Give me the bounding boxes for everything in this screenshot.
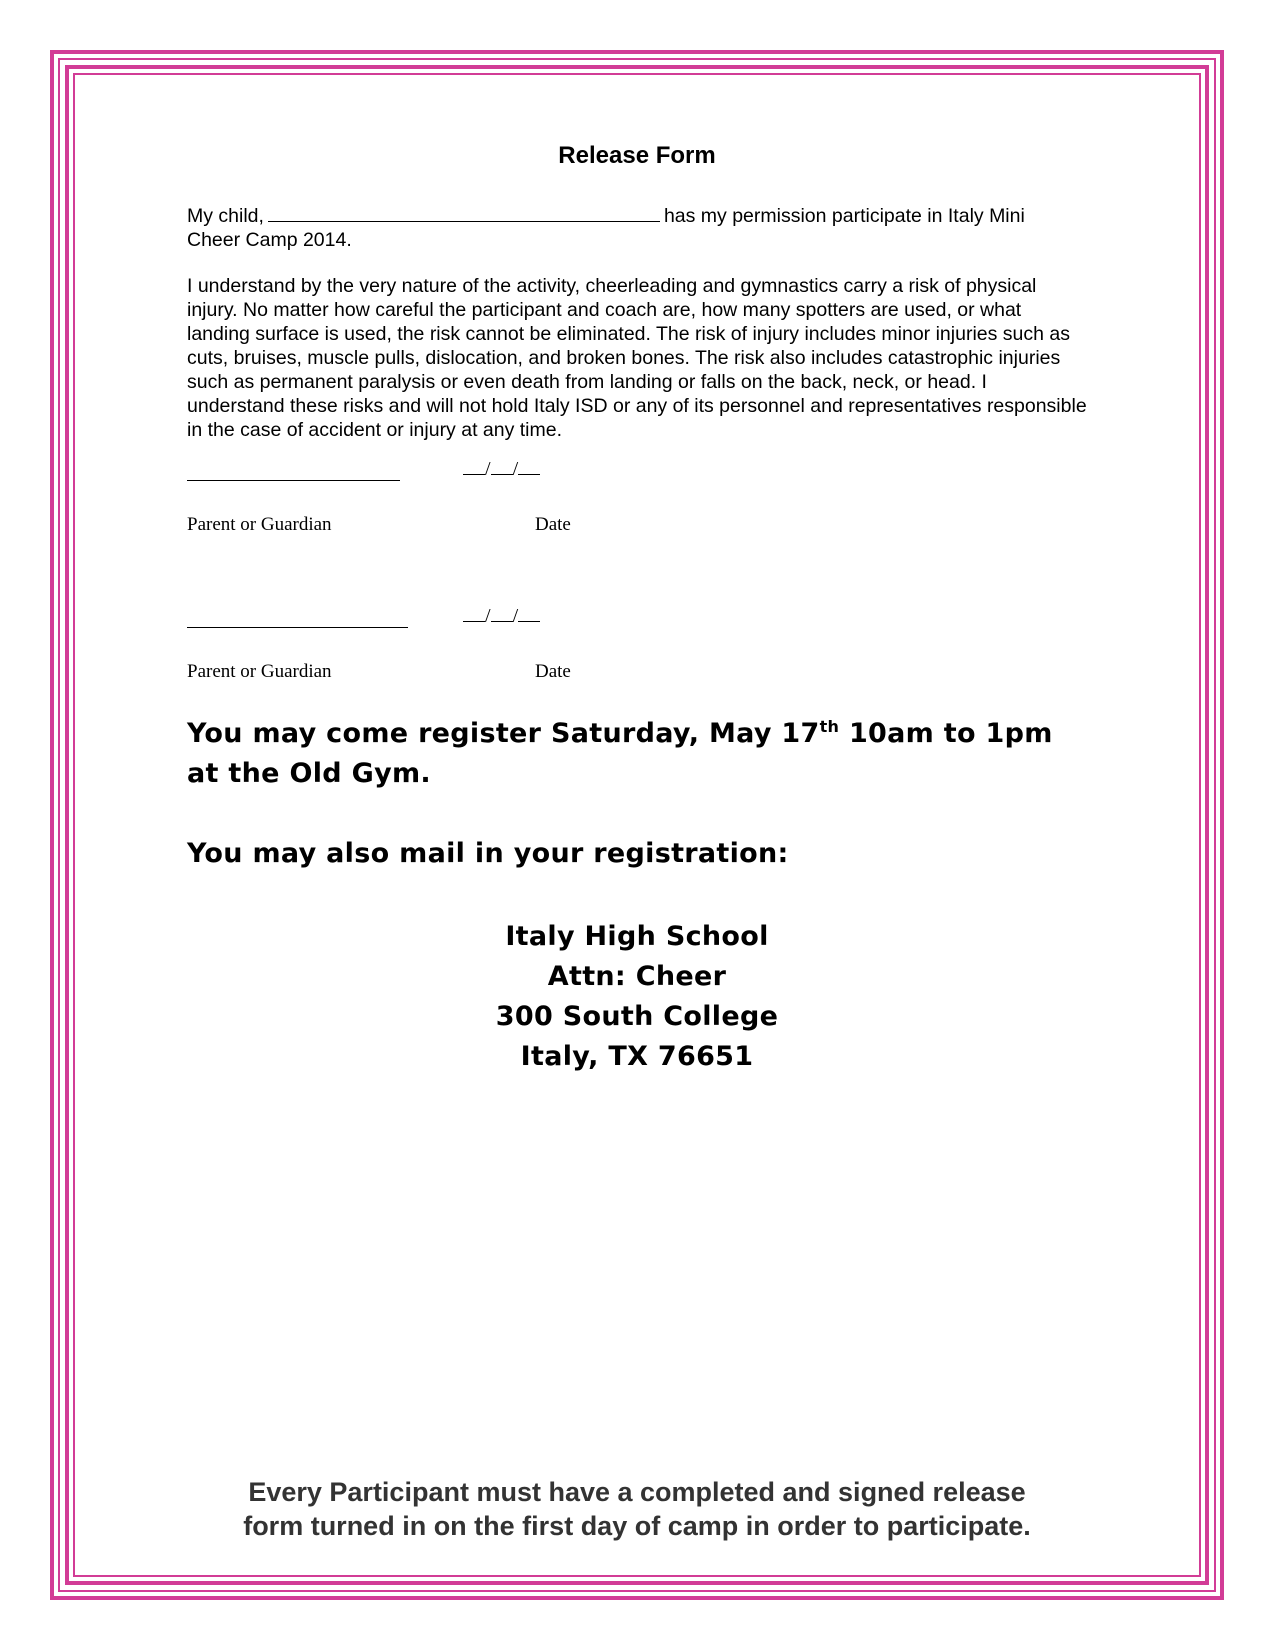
address-line-4: Italy, TX 76651 xyxy=(520,1041,754,1072)
signer-label-1: Parent or Guardian xyxy=(187,514,332,535)
date-label-1: Date xyxy=(535,514,571,535)
mail-heading: You may also mail in your registration: xyxy=(187,838,789,869)
footer-line-2: form turned in on the first day of camp in order to participate. xyxy=(243,1511,1031,1541)
signature-line-1[interactable] xyxy=(187,480,400,481)
risk-paragraph: I understand by the very nature of the activity, cheerleading and gymnastics carry a risk of physical injury. No matter how careful the participant and coach are, how many spotters are used, or what landing surface is used, the risk cannot be eliminated. The risk of injury includes minor injuries such as cuts, bruises, muscle pulls, dislocation, and broken bones. The risk also includes catastrophic injuries such as permanent paralysis or even death from landing or falls on the back, neck, or head. I understand these risks and will not hold Italy ISD or any of its personnel and representatives responsible in the case of accident or injury at any time. xyxy=(187,275,1087,441)
address-line-3: 300 South College xyxy=(495,1001,779,1032)
registration-line-end: 10am to 1pm at the Old Gym. xyxy=(187,718,1053,789)
registration-info xyxy=(187,714,1087,794)
date-line-2[interactable]: / / xyxy=(463,605,540,628)
mailing-address xyxy=(187,917,1087,1077)
document-title: Release Form xyxy=(558,142,716,169)
address-line-1: Italy High School xyxy=(505,921,769,952)
footer-notice xyxy=(187,1475,1087,1543)
permission-prefix: My child, xyxy=(187,205,264,227)
signer-label-2: Parent or Guardian xyxy=(187,661,332,682)
date-label-2: Date xyxy=(535,661,571,682)
address-line-2: Attn: Cheer xyxy=(547,961,727,992)
footer-line-1: Every Participant must have a completed and signed release xyxy=(248,1477,1026,1507)
date-line-1[interactable]: / / xyxy=(463,458,540,481)
registration-superscript: th xyxy=(819,717,840,736)
signature-line-2[interactable] xyxy=(187,627,408,628)
permission-suffix: has my permission participate in Italy Mini Cheer Camp 2014. xyxy=(187,205,1025,251)
child-name-blank[interactable] xyxy=(268,203,660,222)
permission-statement xyxy=(187,203,1067,252)
registration-line-start: You may come register Saturday, May 17 xyxy=(187,718,820,749)
